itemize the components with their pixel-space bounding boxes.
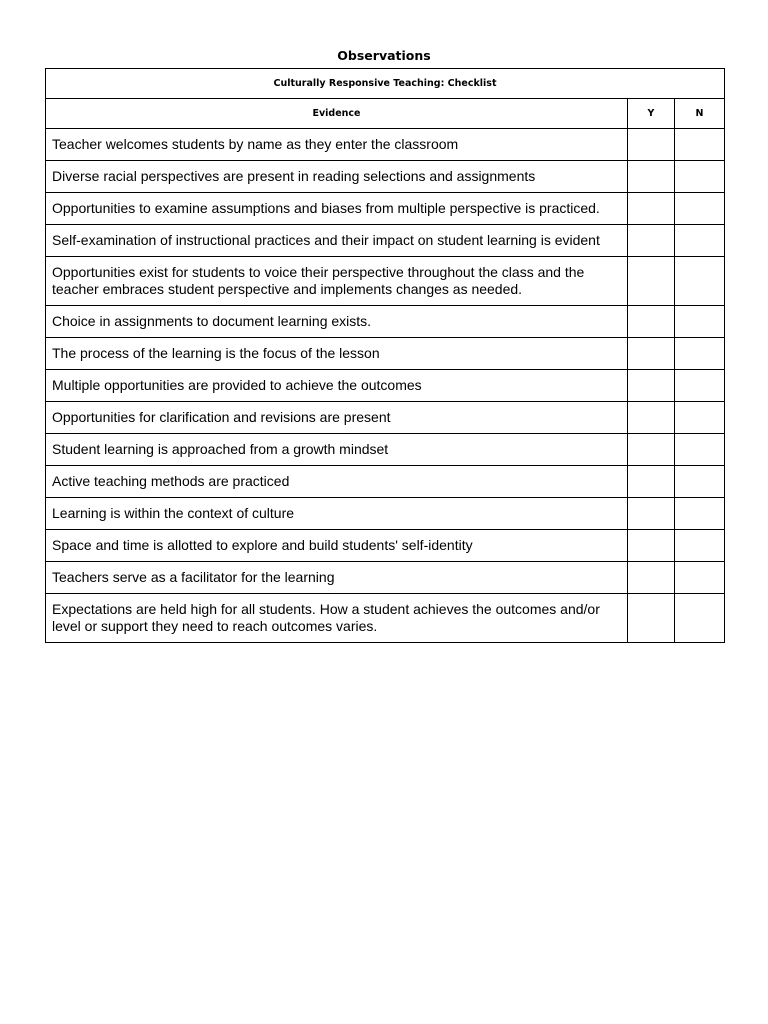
evidence-text: Active teaching methods are practiced: [46, 466, 628, 498]
evidence-text: Student learning is approached from a growth mindset: [46, 434, 628, 466]
no-checkbox-cell[interactable]: [675, 594, 725, 643]
yes-checkbox-cell[interactable]: [628, 225, 675, 257]
page-title: Observations: [337, 48, 431, 63]
table-row: [46, 434, 725, 466]
yes-checkbox-cell[interactable]: [628, 466, 675, 498]
checklist-body: [46, 129, 725, 643]
yes-checkbox-cell[interactable]: [628, 434, 675, 466]
evidence-text: Learning is within the context of culture: [46, 498, 628, 530]
table-row: [46, 161, 725, 193]
no-checkbox-cell[interactable]: [675, 161, 725, 193]
table-row: [46, 530, 725, 562]
yes-checkbox-cell[interactable]: [628, 257, 675, 306]
table-row: [46, 402, 725, 434]
table-row: [46, 193, 725, 225]
no-checkbox-cell[interactable]: [675, 338, 725, 370]
no-checkbox-cell[interactable]: [675, 193, 725, 225]
yes-checkbox-cell[interactable]: [628, 402, 675, 434]
table-row: [46, 562, 725, 594]
evidence-text: Teacher welcomes students by name as they enter the classroom: [46, 129, 628, 161]
no-checkbox-cell[interactable]: [675, 402, 725, 434]
table-row: [46, 257, 725, 306]
yes-checkbox-cell[interactable]: [628, 498, 675, 530]
yes-checkbox-cell[interactable]: [628, 562, 675, 594]
no-checkbox-cell[interactable]: [675, 129, 725, 161]
column-header-row: [46, 99, 725, 129]
evidence-text: Opportunities to examine assumptions and biases from multiple perspective is practiced.: [46, 193, 628, 225]
table-row: [46, 129, 725, 161]
table-row: [46, 498, 725, 530]
evidence-text: Multiple opportunities are provided to achieve the outcomes: [46, 370, 628, 402]
table-row: [46, 594, 725, 643]
no-checkbox-cell[interactable]: [675, 562, 725, 594]
yes-checkbox-cell[interactable]: [628, 530, 675, 562]
no-checkbox-cell[interactable]: [675, 434, 725, 466]
table-title: Culturally Responsive Teaching: Checklist: [46, 69, 725, 99]
yes-checkbox-cell[interactable]: [628, 370, 675, 402]
table-row: [46, 225, 725, 257]
no-checkbox-cell[interactable]: [675, 466, 725, 498]
evidence-text: Opportunities for clarification and revisions are present: [46, 402, 628, 434]
table-row: [46, 306, 725, 338]
table-row: [46, 370, 725, 402]
evidence-text: Space and time is allotted to explore and build students' self-identity: [46, 530, 628, 562]
evidence-text: The process of the learning is the focus of the lesson: [46, 338, 628, 370]
evidence-text: Expectations are held high for all students. How a student achieves the outcomes and/or level or support they need to reach outcomes varies.: [46, 594, 628, 643]
no-checkbox-cell[interactable]: [675, 257, 725, 306]
column-header-yes: Y: [628, 99, 675, 129]
yes-checkbox-cell[interactable]: [628, 306, 675, 338]
no-checkbox-cell[interactable]: [675, 306, 725, 338]
yes-checkbox-cell[interactable]: [628, 193, 675, 225]
no-checkbox-cell[interactable]: [675, 530, 725, 562]
table-title-row: [46, 69, 725, 99]
yes-checkbox-cell[interactable]: [628, 594, 675, 643]
evidence-text: Choice in assignments to document learning exists.: [46, 306, 628, 338]
evidence-text: Opportunities exist for students to voice their perspective throughout the class and the teacher embraces student perspective and implements changes as needed.: [46, 257, 628, 306]
table-row: [46, 466, 725, 498]
evidence-text: Teachers serve as a facilitator for the learning: [46, 562, 628, 594]
checklist-table: [45, 68, 725, 643]
yes-checkbox-cell[interactable]: [628, 129, 675, 161]
evidence-text: Diverse racial perspectives are present in reading selections and assignments: [46, 161, 628, 193]
no-checkbox-cell[interactable]: [675, 225, 725, 257]
table-row: [46, 338, 725, 370]
no-checkbox-cell[interactable]: [675, 370, 725, 402]
column-header-evidence: Evidence: [46, 99, 628, 129]
column-header-no: N: [675, 99, 725, 129]
no-checkbox-cell[interactable]: [675, 498, 725, 530]
yes-checkbox-cell[interactable]: [628, 338, 675, 370]
evidence-text: Self-examination of instructional practices and their impact on student learning is evident: [46, 225, 628, 257]
yes-checkbox-cell[interactable]: [628, 161, 675, 193]
